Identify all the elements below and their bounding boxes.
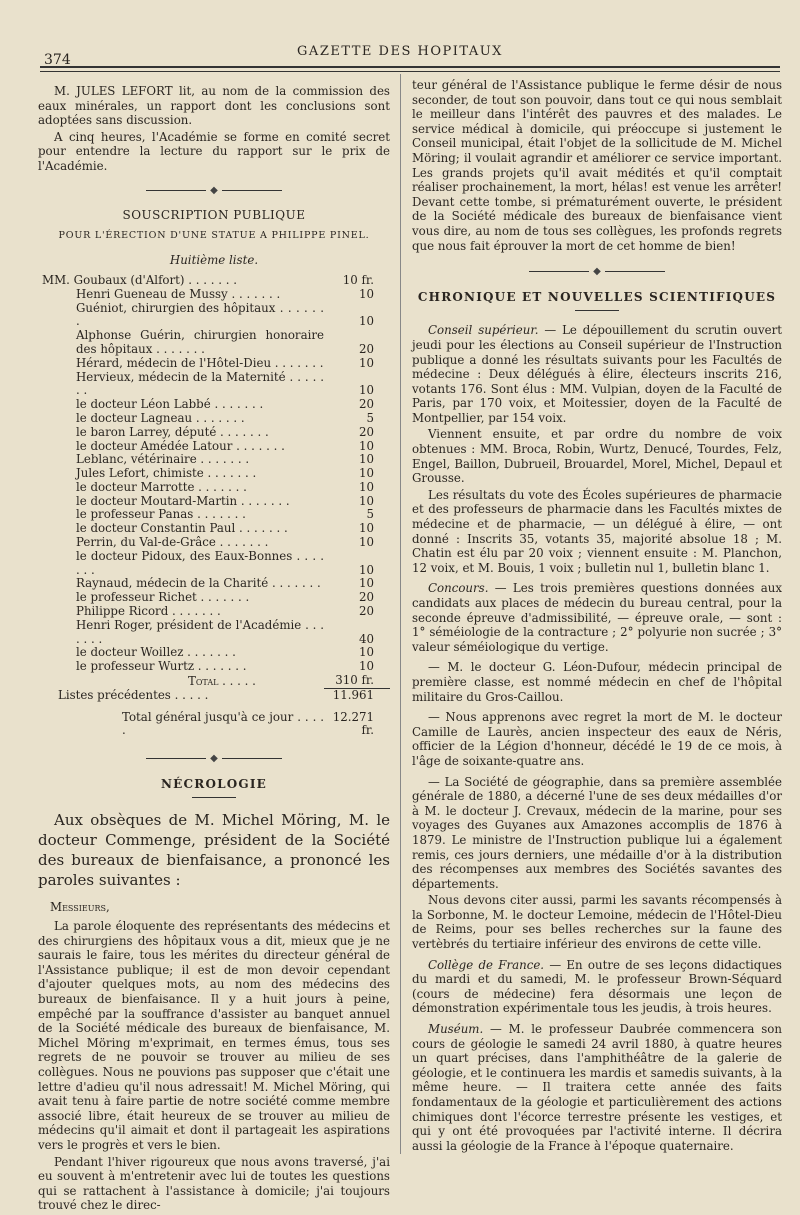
total-label: Listes précédentes <box>58 687 171 702</box>
ornament-divider-2: ◆ <box>38 752 390 767</box>
subscriber-name: le docteur Pidoux, des Eaux-Bonnes . . . . . . . <box>76 548 325 577</box>
total-label: Total général jusqu'à ce jour <box>122 709 294 724</box>
subscription-amount: 10 <box>358 645 374 660</box>
subscriber-name: Jules Lefort, chimiste . . . . . . . <box>76 466 257 481</box>
subscriber-name: Hérard, médecin de l'Hôtel-Dieu . . . . . . . <box>76 355 324 370</box>
subscription-amount: 10 <box>358 286 374 301</box>
list-row <box>38 440 390 454</box>
souscription-title: SOUSCRIPTION PUBLIQUE <box>122 208 306 223</box>
subscriber-name: le docteur Moutard-Martin . . . . . . . <box>76 493 290 508</box>
list-row <box>38 371 390 399</box>
total-value: 11.961 <box>332 687 374 702</box>
list-row <box>38 467 390 481</box>
chronique-item-2: Viennent ensuite, et par ordre du nombre de voix obtenues : MM. Broca, Robin, Wurtz, Denucé, Tourdes, Felz, Engel, Baillon, Dubrueil, Brouardel, Morel, Michel, Depaul et Grousse. <box>412 427 782 486</box>
list-row <box>38 288 390 302</box>
subscription-amount: 10 <box>358 466 374 481</box>
list-row <box>38 605 390 619</box>
subscriber-name: le docteur Lagneau . . . . . . . <box>76 410 245 425</box>
subscriber-name: Leblanc, vétérinaire . . . . . . . <box>76 452 250 467</box>
subscriber-name: Hervieux, médecin de la Maternité . . . . . . . <box>76 369 325 398</box>
item-label: Conseil supérieur. <box>428 323 539 338</box>
right-column <box>412 78 782 1155</box>
souscription-subtitle: POUR L'ÉRECTION D'UNE STATUE A PHILIPPE PINEL. <box>58 229 370 241</box>
subscriber-name: Guéniot, chirurgien des hôpitaux . . . . . . . <box>76 300 324 329</box>
subscriber-name: le docteur Woillez . . . . . . . <box>76 645 236 660</box>
chronique-item-3: Les résultats du vote des Écoles supérieures de pharmacie et des professeurs de pharmacie dans les Facultés mixtes de médecine et de pharmacie, — un délégué à élire, — ont donné : Inscrits 35, votants 35, majorité absolue 18 ; M. Chatin est élu par 20 voix ; viennent ensuite : M. Planchon, 12 voix, et M. Bouis, 1 voix ; bulletin nul 1, bulletin blanc 1. <box>412 487 782 575</box>
chronique-item-8: Nous devons citer aussi, parmi les savants récompensés à la Sorbonne, M. le docteur Lemoine, médecin de l'Hôtel-Dieu de Reims, pour ses belles recherches sur la faune des vertèbrés du tertiaire inférieur des environs de cette ville. <box>412 893 782 952</box>
total-value: 310 fr. <box>324 674 390 688</box>
subscriber-name: Perrin, du Val-de-Grâce . . . . . . . <box>76 535 269 550</box>
subscription-amount: 10 <box>358 355 374 370</box>
column-divider <box>400 74 401 1154</box>
subscription-amount: 10 <box>358 659 374 674</box>
chronique-item-10: Muséum. — M. le professeur Daubrée commencera son cours de géologie le samedi 24 avril 1880, à quatre heures un quart précises, dans l'amphithéâtre de la galerie de géologie, et le continuera les mardis et samedis suivants, à la même heure. — Il traitera cette année des faits fondamentaux de la géologie et particulièrement des actions chimiques dont l'écorce terrestre présente les vestiges, et qui y ont été provoquées par l'activité interne. Il décrira aussi la géologie de la France à l'époque quaternaire. <box>412 1022 782 1153</box>
intro-paragraph-1: M. JULES LEFORT lit, au nom de la commission des eaux minérales, un rapport dont les conclusions sont adoptées sans discussion. <box>38 84 390 128</box>
subscription-amount: 20 <box>358 590 374 605</box>
subscription-amount: 5 <box>366 507 374 522</box>
total-row: Total . . . . . 310 fr. <box>38 674 390 688</box>
list-row <box>38 329 390 357</box>
list-row <box>38 536 390 550</box>
subscriber-name: Henri Gueneau de Mussy . . . . . . . <box>76 286 281 301</box>
subscriber-name: Henri Roger, président de l'Académie . . . . . . . <box>76 617 324 646</box>
subscription-amount: 40 <box>358 631 374 646</box>
chronique-title: CHRONIQUE ET NOUVELLES SCIENTIFIQUES <box>417 289 777 304</box>
list-row <box>38 398 390 412</box>
short-rule-2 <box>575 310 619 311</box>
subscriber-name: le baron Larrey, député . . . . . . . <box>76 424 269 439</box>
subscription-amount: 10 <box>358 452 374 467</box>
list-row <box>38 646 390 660</box>
salutation: Messieurs, <box>50 900 110 915</box>
subscriber-name: le professeur Panas . . . . . . . <box>76 507 246 522</box>
intro-paragraph-2: A cinq heures, l'Académie se forme en comité secret pour entendre la lecture du rapport sur le prix de l'Académie. <box>38 129 390 173</box>
necrologie-lead: Aux obsèques de M. Michel Möring, M. le docteur Commenge, président de la Société des bureaux de bienfaisance, a prononcé les paroles suivantes : <box>38 811 390 890</box>
total-value: 12.271 fr. <box>332 709 374 738</box>
necrologie-paragraph-2: Pendant l'hiver rigoureux que nous avons traversé, j'ai eu souvent à m'entretenir avec lui de toutes les questions qui se rattachent à l'assistance à domicile; j'ai toujours trouvé chez le direc- <box>38 1154 390 1213</box>
subscriber-name: le docteur Amédée Latour . . . . . . . <box>76 438 285 453</box>
list-row <box>38 619 390 647</box>
chronique-item-7: — La Société de géographie, dans sa première assemblée générale de 1880, a décerné l'une de ses deux médailles d'or à M. le docteur J. Crevaux, médecin de la marine, pour ses voyages des Guyanes aux Amazones accomplis de 1876 à 1879. Le ministre de l'Instruction publique lui a également remis, ces jours derniers, une médaille d'or à la distribution des récompenses aux membres des Sociétés savantes des départements. <box>412 774 782 891</box>
list-row <box>38 508 390 522</box>
necrologie-paragraph-1: La parole éloquente des représentants des médecins et des chirurgiens des hôpitaux vous a dit, mieux que je ne saurais le faire, tous les mérites du directeur général de l'Assistance publique; il est de mon devoir cependant d'ajouter quelques mots, au nom des médecins des bureaux de bienfaisance. Il y a huit jours à peine, empêché par la souffrance d'assister au banquet annuel de la Société médicale des bureaux de bienfaisance, M. Michel Möring m'exprimait, en termes émus, tous ses regrets de ne pouvoir se trouver au milieu de ses collègues. Nous ne pouvions pas supposer que c'était une lettre d'adieu qu'il nous adressait! M. Michel Möring, qui avait tenu à faire partie de notre société comme membre associé libre, était heureux de se trouver au milieu de médecins qu'il aimait et dont il partageait les aspirations vers le progrès et vers le bien. <box>38 919 390 1152</box>
subscription-amount: 10 <box>358 535 374 550</box>
chronique-item-1: Conseil supérieur. — Le dépouillement du scrutin ouvert jeudi pour les élections au Conseil supérieur de l'Instruction publique a donné les résultats suivants pour les Facultés de médecine : Deux délégués à élire, électeurs inscrits 216, votants 176. Sont élus : MM. Vulpian, doyen de la Faculté de Paris, par 170 voix, et Moitessier, doyen de la Faculté de Montpellier, par 154 voix. <box>412 323 782 425</box>
subscriber-name: Philippe Ricord . . . . . . . <box>76 604 221 619</box>
list-row <box>38 660 390 674</box>
short-rule <box>192 797 236 798</box>
list-row <box>38 412 390 426</box>
list-row <box>38 426 390 440</box>
list-row <box>38 302 390 330</box>
list-row <box>38 453 390 467</box>
list-prefix: MM. <box>42 272 70 287</box>
subscription-amount: 5 <box>366 410 374 425</box>
subscriber-name: Alphonse Guérin, chirurgien honoraire des hôpitaux . . . . . . . <box>76 328 324 356</box>
subscriber-name: le professeur Wurtz . . . . . . . <box>76 659 247 674</box>
list-row <box>38 591 390 605</box>
total-label: Total <box>188 673 219 688</box>
subscriber-name: le docteur Léon Labbé . . . . . . . <box>76 397 264 412</box>
subscription-amount: 10 fr. <box>342 272 374 287</box>
chronique-item-6: — Nous apprenons avec regret la mort de M. le docteur Camille de Laurès, ancien inspecteur des eaux de Néris, officier de la Légion d'honneur, décédé le 19 de ce mois, à l'âge de soixante-quatre ans. <box>412 710 782 768</box>
subscription-amount: 20 <box>358 397 374 412</box>
page-number: 374 <box>44 52 71 68</box>
left-column <box>38 84 390 1215</box>
subscription-amount: 10 <box>358 383 374 398</box>
chronique-item-9: Collège de France. — En outre de ses leçons didactiques du mardi et du samedi, M. le professeur Brown-Séquard (cours de médecine) fera désormais une leçon de démonstration expérimentale tous les jeudis, à trois heures. <box>412 957 782 1016</box>
subscriber-name: le docteur Constantin Paul . . . . . . . <box>76 521 288 536</box>
liste-title: Huitième liste. <box>169 253 259 268</box>
list-row <box>38 522 390 536</box>
subscriber-name: le docteur Marrotte . . . . . . . <box>76 479 247 494</box>
subscription-amount: 10 <box>358 493 374 508</box>
subscription-amount: 20 <box>358 604 374 619</box>
subscriber-name: MM. Goubaux (d'Alfort) . . . . . . . <box>42 272 238 287</box>
grand-total-row: Total général jusqu'à ce jour . . . . . 12.271 fr. <box>38 703 390 739</box>
subscription-amount: 20 <box>358 341 374 356</box>
chronique-item-5: — M. le docteur G. Léon-Dufour, médecin principal de première classe, est nommé médecin en chef de l'hôpital militaire du Gros-Caillou. <box>412 660 782 704</box>
subscription-amount: 10 <box>358 438 374 453</box>
subscriber-name: le professeur Richet . . . . . . . <box>76 590 250 605</box>
list-row <box>38 357 390 371</box>
necrologie-title: NÉCROLOGIE <box>161 776 267 791</box>
header-rule-thin <box>40 71 780 72</box>
subscription-amount: 10 <box>358 521 374 536</box>
list-row <box>38 550 390 578</box>
subscription-amount: 10 <box>358 314 374 329</box>
header-rule-thick <box>40 66 780 68</box>
subscription-amount: 10 <box>358 479 374 494</box>
continued-paragraph: teur général de l'Assistance publique le ferme désir de nous seconder, de tout son pouvoir, dans tout ce qui nous semblait le meilleur dans l'intérêt des pauvres et des malades. Le service médical à domicile, qui préoccupe si justement le Conseil municipal, était l'objet de la sollicitude de M. Michel Möring; il voulait agrandir et améliorer ce service important. Les grands projets qu'il avait médités et qu'il comptait réaliser prochainement, la mort, hélas! est venue les arrêter! Devant cette tombe, si prématurément ouverte, le président de la Société médicale des bureaux de bienfaisance vient vous dire, au nom de tous ses collègues, les profonds regrets que nous fait éprouver la mort de cet homme de bien! <box>412 78 782 253</box>
list-row <box>38 481 390 495</box>
subscription-amount: 10 <box>358 562 374 577</box>
page-header-title: GAZETTE DES HOPITAUX <box>297 44 503 59</box>
previous-lists-row: Listes précédentes . . . . . 11.961 <box>38 688 390 702</box>
subscriber-name: Raynaud, médecin de la Charité . . . . . . . <box>76 576 321 591</box>
ornament-divider-3: ◆ <box>412 265 782 280</box>
subscription-list <box>38 274 390 738</box>
list-row <box>38 577 390 591</box>
ornament-divider: ◆ <box>38 184 390 199</box>
subscription-amount: 20 <box>358 424 374 439</box>
list-row <box>38 495 390 509</box>
subscription-amount: 10 <box>358 576 374 591</box>
chronique-item-4: Concours. — Les trois premières questions données aux candidats aux places de médecin du bureau central, pour la seconde épreuve d'admissibilité, — épreuve orale, — sont : 1° séméiologie de la contracture ; 2° polyurie non sucrée ; 3° valeur séméiologique du vertige. <box>412 581 782 654</box>
list-row <box>38 274 390 288</box>
